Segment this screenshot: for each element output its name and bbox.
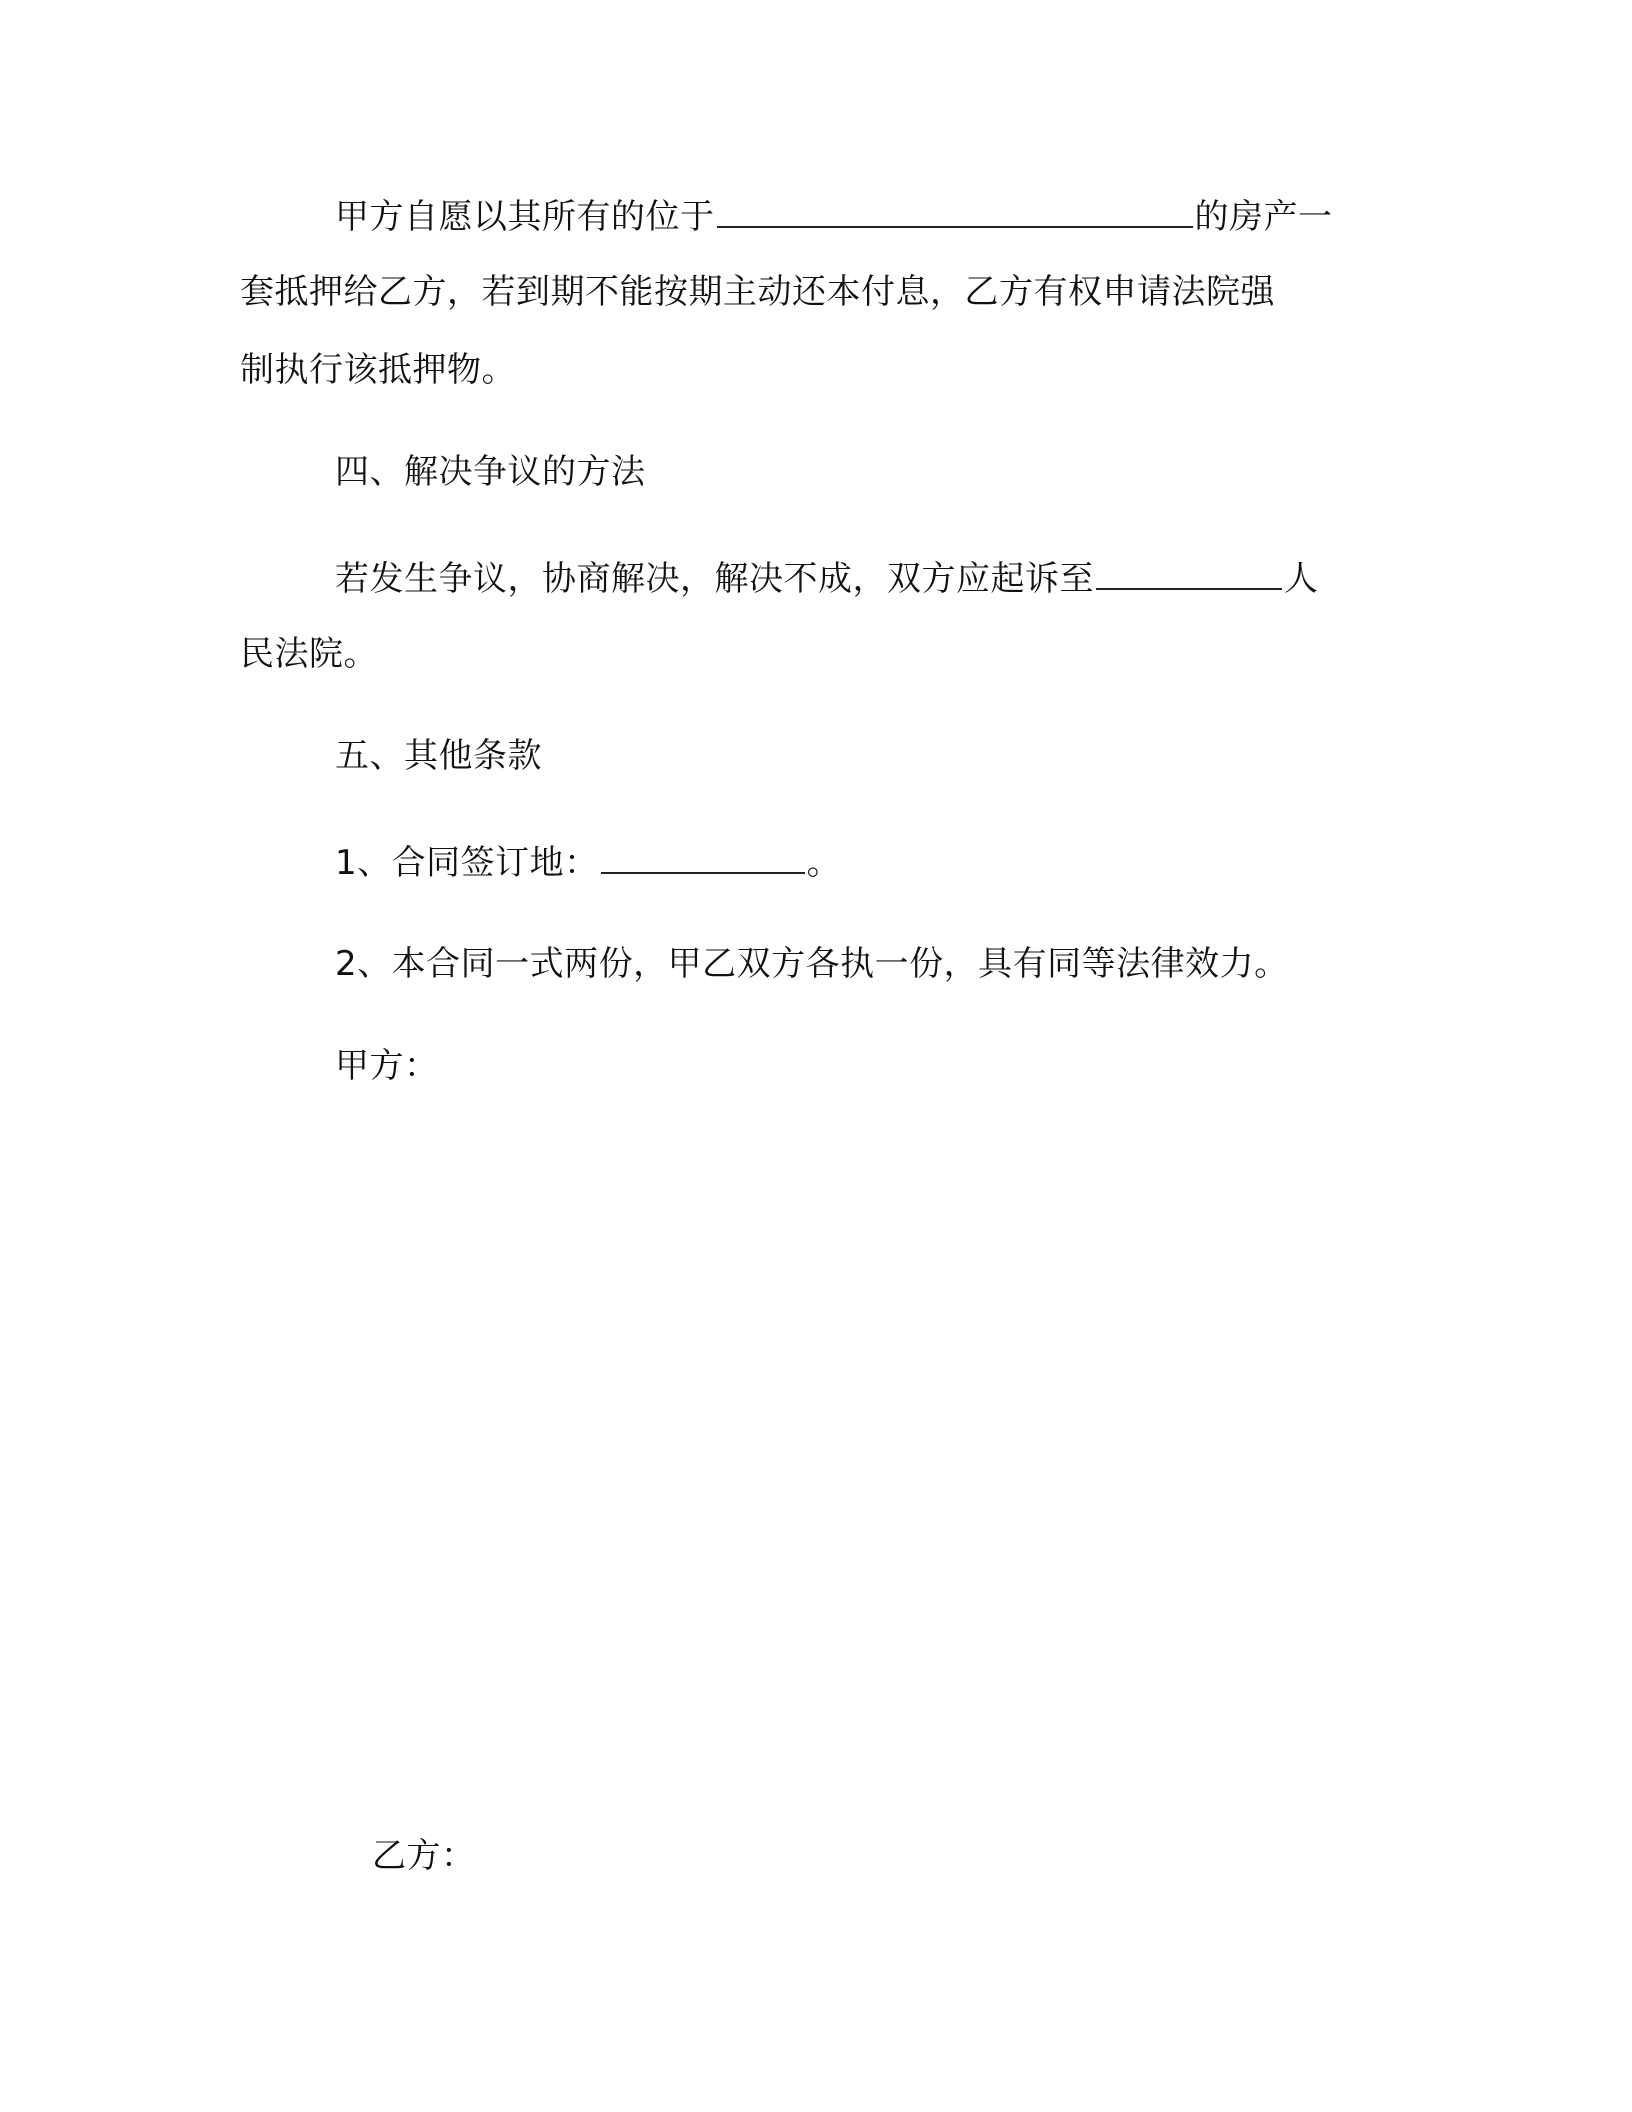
court-name-blank[interactable] (1096, 558, 1282, 590)
mortgage-clause-suffix: 的房产一 (1194, 197, 1333, 237)
signing-place-end: 。 (806, 843, 842, 883)
property-location-blank[interactable] (717, 196, 1193, 228)
dispute-clause-line-1 (335, 558, 1319, 599)
party-a-signature-label: 甲方： (335, 1046, 439, 1086)
dispute-clause-prefix: 若发生争议，协商解决，解决不成，双方应起诉至 (335, 559, 1094, 599)
section-4-heading: 四、解决争议的方法 (335, 452, 646, 492)
signing-place-label: 1、合同签订地： (335, 843, 599, 883)
section-5-heading: 五、其他条款 (335, 736, 542, 776)
dispute-clause-suffix: 人 (1284, 559, 1319, 599)
mortgage-clause-line-1 (335, 196, 1333, 237)
party-b-signature-label: 乙方： (372, 1836, 476, 1876)
mortgage-clause-prefix: 甲方自愿以其所有的位于 (335, 197, 715, 237)
dispute-clause-line-2: 民法院。 (240, 634, 378, 674)
mortgage-clause-line-3: 制执行该抵押物。 (240, 350, 516, 390)
mortgage-clause-line-2: 套抵押给乙方，若到期不能按期主动还本付息，乙方有权申请法院强 (240, 272, 1275, 312)
copies-clause: 2、本合同一式两份，甲乙双方各执一份，具有同等法律效力。 (335, 944, 1289, 984)
signing-place-line (335, 842, 841, 883)
signing-place-blank[interactable] (601, 842, 805, 874)
